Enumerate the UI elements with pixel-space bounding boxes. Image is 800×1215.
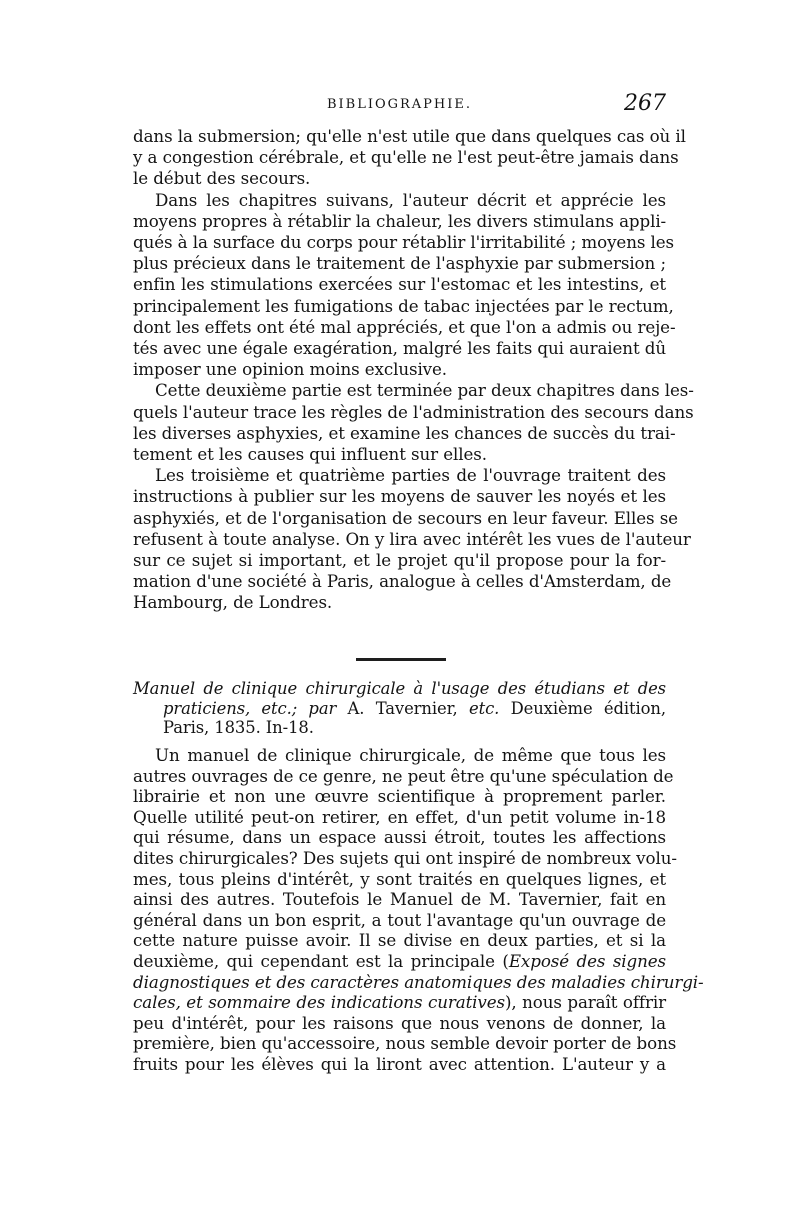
- text-line: Dans les chapitres suivans, l'auteur décrit et apprécie les: [155, 189, 666, 210]
- text-fragment: deuxième, qui cependant est la principale (: [133, 950, 509, 971]
- reference-edition: Deuxième édition,: [510, 698, 666, 718]
- text-line: qui résume, dans un espace aussi étroit, toutes les affections: [133, 827, 666, 848]
- text-line: sur ce sujet si important, et le projet qu'il propose pour la for-: [133, 550, 666, 571]
- italic-fragment: Exposé des signes: [508, 950, 666, 971]
- text-line: Hambourg, de Londres.: [133, 592, 333, 613]
- text-line: moyens propres à rétablir la chaleur, les divers stimulans appli-: [133, 210, 667, 231]
- reference-title-line: [133, 679, 666, 699]
- text-line: qués à la surface du corps pour rétablir l'irritabilité ; moyens les: [133, 232, 674, 253]
- text-line: Cette deuxième partie est terminée par deux chapitres dans les-: [155, 380, 694, 401]
- text-line: le début des secours.: [133, 168, 311, 189]
- bibliographic-reference: [133, 679, 666, 738]
- text-line: ainsi des autres. Toutefois le Manuel de M. Tavernier, fait en: [133, 889, 666, 910]
- italic-fragment: diagnostiques et des caractères anatomiques des maladies chirurgi-: [133, 971, 704, 992]
- text-line: [133, 951, 666, 972]
- text-line: dont les effets ont été mal appréciés, et que l'on a admis ou reje-: [133, 316, 676, 337]
- text-line: enfin les stimulations exercées sur l'estomac et les intestins, et: [133, 274, 666, 295]
- text-line: dans la submersion; qu'elle n'est utile que dans quelques cas où il: [133, 126, 686, 146]
- text-line: Les troisième et quatrième parties de l'ouvrage traitent des: [155, 465, 666, 486]
- text-line: librairie et non une œuvre scientifique à proprement parler.: [133, 786, 666, 807]
- reference-praticiens: praticiens, etc.; par: [163, 698, 337, 718]
- text-line: autres ouvrages de ce genre, ne peut être qu'une spéculation de: [133, 765, 674, 786]
- italic-fragment: cales, et sommaire des indications curatives: [133, 992, 505, 1013]
- body-text: [133, 126, 694, 614]
- running-title: BIBLIOGRAPHIE.: [326, 97, 473, 112]
- text-fragment: ), nous paraît offrir: [504, 992, 666, 1013]
- text-line: fruits pour les élèves qui la liront avec attention. L'auteur y a: [133, 1053, 666, 1074]
- text-line: principalement les fumigations de tabac injectées par le rectum,: [133, 295, 674, 316]
- section-divider: [356, 658, 446, 661]
- text-line: général dans un bon esprit, a tout l'avantage qu'un ouvrage de: [133, 909, 666, 930]
- text-line: tés avec une égale exagération, malgré les faits qui auraient dû: [133, 338, 666, 359]
- text-line: cette nature puisse avoir. Il se divise en deux parties, et si la: [133, 930, 666, 951]
- text-line: peu d'intérêt, pour les raisons que nous venons de donner, la: [133, 1012, 666, 1033]
- text-line: [133, 992, 666, 1013]
- review-text: [133, 745, 704, 1075]
- text-line: plus précieux dans le traitement de l'asphyxie par submersion ;: [133, 253, 666, 274]
- reference-author: A. Tavernier,: [347, 698, 458, 718]
- reference-etc: etc.: [468, 698, 500, 718]
- text-line: y a congestion cérébrale, et qu'elle ne l'est peut-être jamais dans: [133, 147, 679, 168]
- page-number: 267: [624, 91, 666, 116]
- text-line: imposer une opinion moins exclusive.: [133, 359, 447, 380]
- text-line: dites chirurgicales? Des sujets qui ont inspiré de nombreux volu-: [133, 847, 677, 868]
- reference-imprint: Paris, 1835. In-18.: [163, 718, 314, 737]
- reference-line: [133, 699, 666, 719]
- text-line: les diverses asphyxies, et examine les chances de succès du trai-: [133, 422, 676, 443]
- text-line: instructions à publier sur les moyens de sauver les noyés et les: [133, 486, 666, 507]
- text-line: asphyxiés, et de l'organisation de secours en leur faveur. Elles se: [133, 507, 678, 528]
- text-line: tement et les causes qui influent sur elles.: [133, 444, 487, 465]
- text-line: première, bien qu'accessoire, nous semble devoir porter de bons: [133, 1033, 677, 1054]
- reference-title: Manuel de clinique chirurgicale à l'usage des étudians et des: [133, 679, 666, 698]
- text-line: mation d'une société à Paris, analogue à celles d'Amsterdam, de: [133, 571, 672, 592]
- text-line: refusent à toute analyse. On y lira avec intérêt les vues de l'auteur: [133, 528, 691, 549]
- text-line: [133, 971, 704, 993]
- running-head: [133, 91, 666, 123]
- text-line: Un manuel de clinique chirurgicale, de même que tous les: [155, 745, 666, 765]
- text-line: quels l'auteur trace les règles de l'administration des secours dans: [133, 401, 694, 422]
- text-line: mes, tous pleins d'intérêt, y sont traités en quelques lignes, et: [133, 868, 666, 889]
- text-line: Quelle utilité peut-on retirer, en effet, d'un petit volume in-18: [133, 806, 666, 827]
